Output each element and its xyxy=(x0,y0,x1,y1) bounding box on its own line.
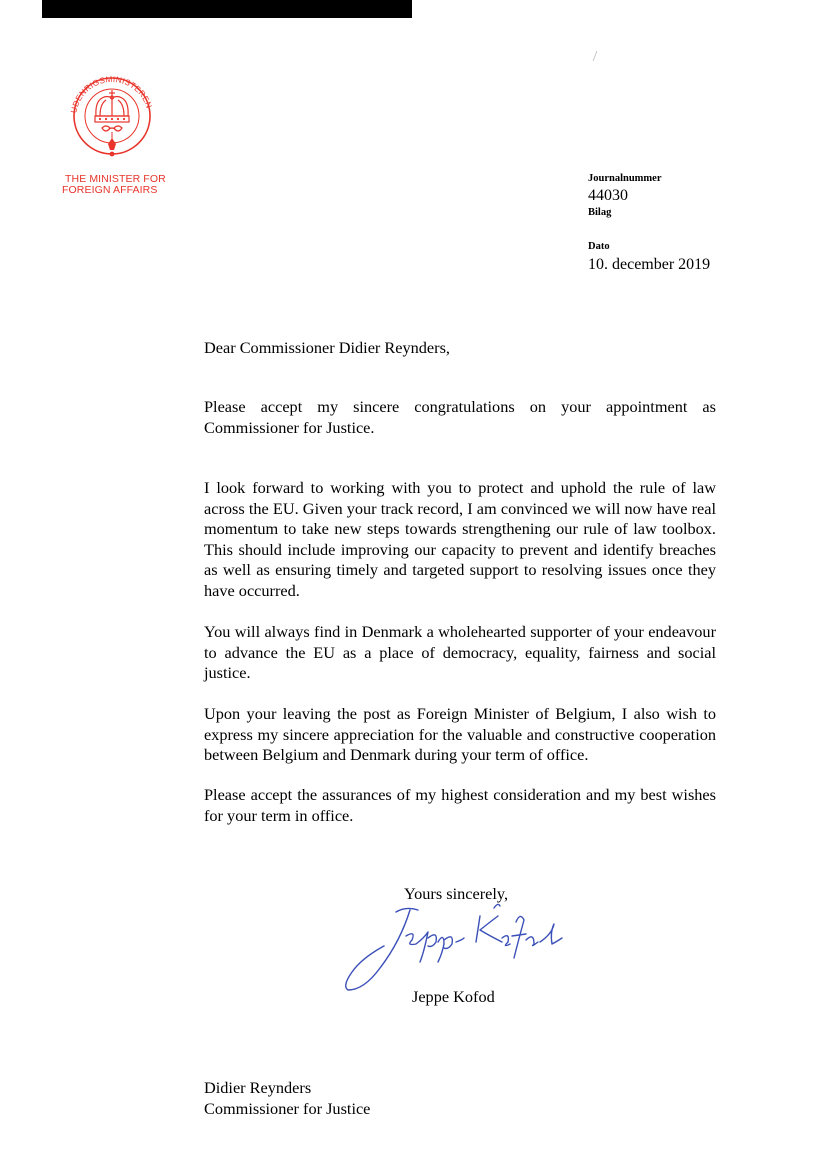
redaction-bar xyxy=(42,0,412,18)
royal-crown-seal-icon xyxy=(62,68,162,166)
recipient-title: Commissioner for Justice xyxy=(204,1098,371,1118)
date-label: Dato xyxy=(588,241,610,252)
ministry-line-1: THE MINISTER FOR xyxy=(65,173,166,185)
signer-name: Jeppe Kofod xyxy=(412,987,495,1006)
ministry-line-2: FOREIGN AFFAIRS xyxy=(62,184,158,196)
recipient-name: Didier Reynders xyxy=(204,1078,312,1097)
paragraph-4: Upon your leaving the post as Foreign Minister of Belgium, I also wish to express my sincere appreciation for the valuable and constructive cooperation between Belgium and Denmark during your term of office. xyxy=(204,704,716,765)
date-value: 10. december 2019 xyxy=(588,256,711,273)
closing: Yours sincerely, xyxy=(404,884,509,903)
paragraph-5: Please accept the assurances of my highest consideration and my best wishes for your term in office. xyxy=(204,785,716,825)
journal-value: 44030 xyxy=(588,187,628,204)
journal-label: Journalnummer xyxy=(588,173,662,184)
salutation: Dear Commissioner Didier Reynders, xyxy=(204,338,450,357)
seal-text: UDENRIGSMINISTEREN xyxy=(69,74,154,114)
handwritten-signature xyxy=(340,902,580,996)
attachment-label: Bilag xyxy=(588,207,612,218)
paragraph-3: You will always find in Denmark a wholehearted supporter of your endeavour to advance the EU as a place of democracy, equality, fairness and social justice. xyxy=(204,622,716,683)
recipient-block xyxy=(204,1078,370,1119)
paragraph-1: Please accept my sincere congratulations on your appointment as Commissioner for Justice. xyxy=(204,397,716,437)
ministry-name xyxy=(62,174,166,196)
pen-mark xyxy=(592,50,598,62)
paragraph-2: I look forward to working with you to protect and uphold the rule of law across the EU. Given your track record, I am convinced we will now have real momentum to take new steps towards strengthening our rule of law toolbox. This should include improving our capacity to prevent and identify breaches as well as ensuring timely and targeted support to resolving issues once they have occurred. xyxy=(204,478,716,600)
